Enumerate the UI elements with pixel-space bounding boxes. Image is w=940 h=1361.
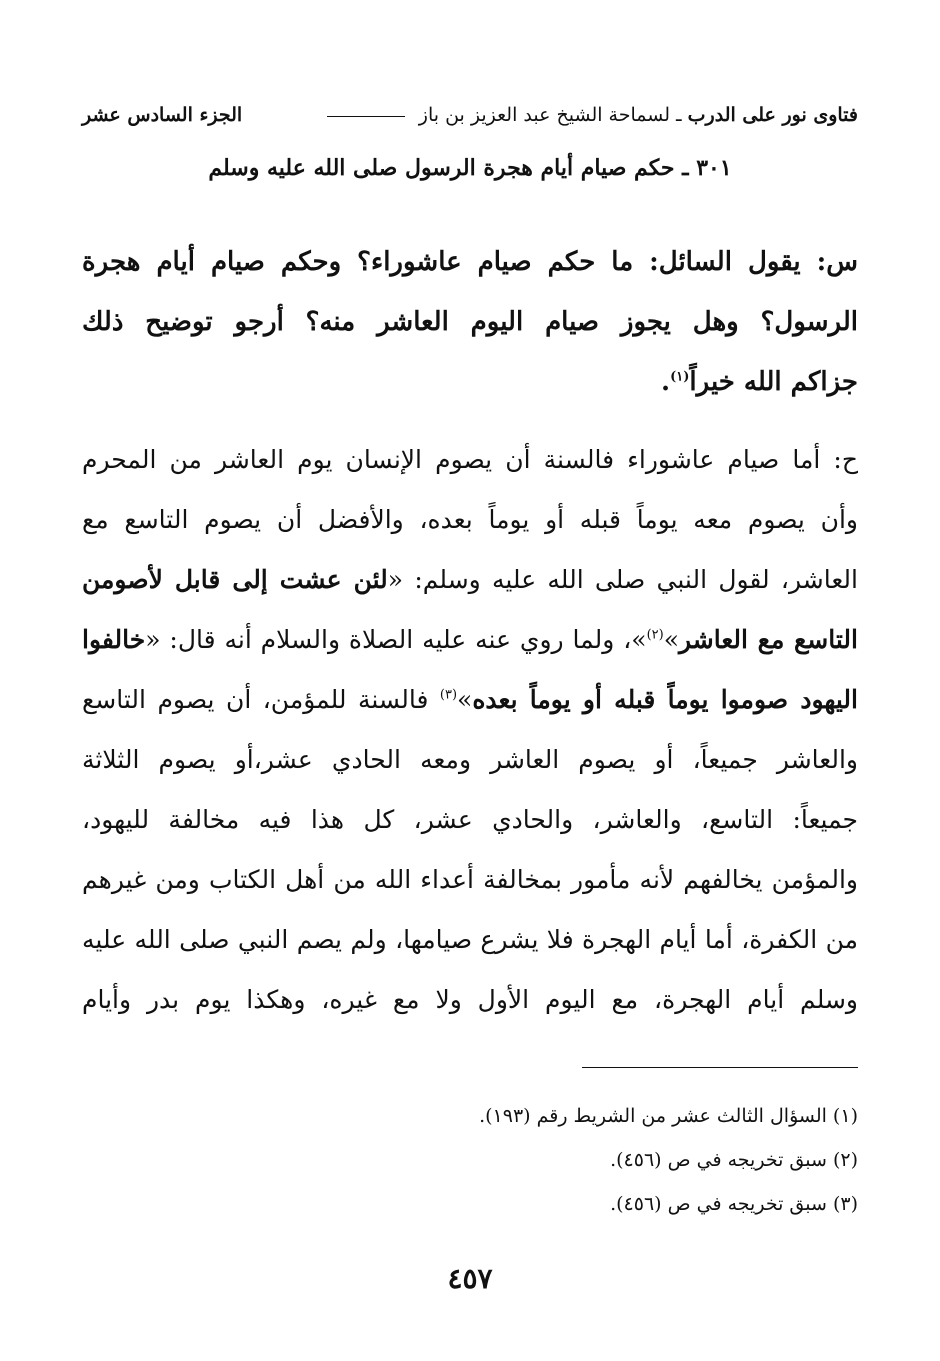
answer-line-6: والعاشر جميعاً، أو يصوم العاشر ومعه الحادي عشر،أو يصوم الثلاثة [82, 745, 858, 774]
book-title: فتاوى نور على الدرب [687, 104, 858, 126]
question-end: . [661, 367, 671, 397]
answer-line-3 [82, 550, 858, 610]
answer-line-4-close: » [663, 625, 679, 654]
hadith-quote-2a: خالفوا [82, 625, 146, 654]
book-title-author [319, 104, 858, 126]
hadith-quote-2b: اليهود صوموا يوماً قبله أو يوماً بعده [472, 685, 858, 714]
footnote-separator [582, 1067, 858, 1068]
answer-line-8: والمؤمن يخالفهم لأنه مأمور بمخالفة أعداء الله من أهل الكتاب ومن غيرهم [82, 865, 858, 894]
question-block [82, 232, 858, 412]
fatwa-title: ٣٠١ ـ حكم صيام أيام هجرة الرسول صلى الله عليه وسلم [208, 155, 732, 181]
answer-line-2: وأن يصوم معه يوماً قبله أو يوماً بعده، والأفضل أن يصوم التاسع مع [82, 505, 858, 534]
footnote-ref-2: (٢) [646, 627, 664, 643]
answer-line-4-b: »، ولما روي عنه عليه الصلاة والسلام أنه قال: « [145, 625, 647, 654]
hadith-quote-1b: التاسع مع العاشر [679, 625, 858, 654]
footnote-ref-3: (٣) [439, 687, 458, 703]
answer-line-7: جميعاً: التاسع، والعاشر، والحادي عشر، كل هذا فيه مخالفة لليهود، [82, 805, 858, 834]
footnote-3: (٣) سبق تخريجه في ص (٤٥٦). [610, 1193, 858, 1215]
question-line-1: س: يقول السائل: ما حكم صيام عاشوراء؟ وحكم صيام أيام هجرة [82, 247, 858, 277]
author-name: ـ لسماحة الشيخ عبد العزيز بن باز [418, 104, 682, 126]
footnote-1: (١) السؤال الثالث عشر من الشريط رقم (١٩٣). [479, 1105, 858, 1127]
footnote-ref-1: (١) [670, 369, 690, 385]
answer-line-9: من الكفرة، أما أيام الهجرة فلا يشرع صيامها، ولم يصم النبي صلى الله عليه [82, 925, 858, 954]
running-header [82, 95, 858, 135]
answer-line-4 [82, 610, 858, 670]
answer-line-5-c: فالسنة للمؤمن، أن يصوم التاسع [82, 685, 440, 714]
answer-line-1: ح: أما صيام عاشوراء فالسنة أن يصوم الإنسان يوم العاشر من المحرم [82, 445, 858, 474]
answer-line-5 [82, 670, 858, 730]
question-line-2: الرسول؟ وهل يجوز صيام اليوم العاشر منه؟ أرجو توضيح ذلك [82, 307, 858, 337]
header-dash [327, 116, 405, 117]
answer-line-5-close: » [457, 685, 473, 714]
hadith-quote-1a: لئن عشت إلى قابل لأصومن [82, 565, 388, 594]
page-number: ٤٥٧ [447, 1262, 493, 1295]
footnote-2: (٢) سبق تخريجه في ص (٤٥٦). [610, 1149, 858, 1171]
question-line-3-text: جزاكم الله خيراً [689, 367, 858, 397]
answer-line-3-a: العاشر، لقول النبي صلى الله عليه وسلم: « [387, 565, 858, 594]
volume-label: الجزء السادس عشر [82, 104, 243, 126]
footnotes [82, 1094, 858, 1226]
question-line-3 [82, 352, 858, 412]
answer-block [82, 430, 858, 1030]
answer-line-10: وسلم أيام الهجرة، مع اليوم الأول ولا مع غيره، وهكذا يوم بدر وأيام [82, 985, 858, 1014]
